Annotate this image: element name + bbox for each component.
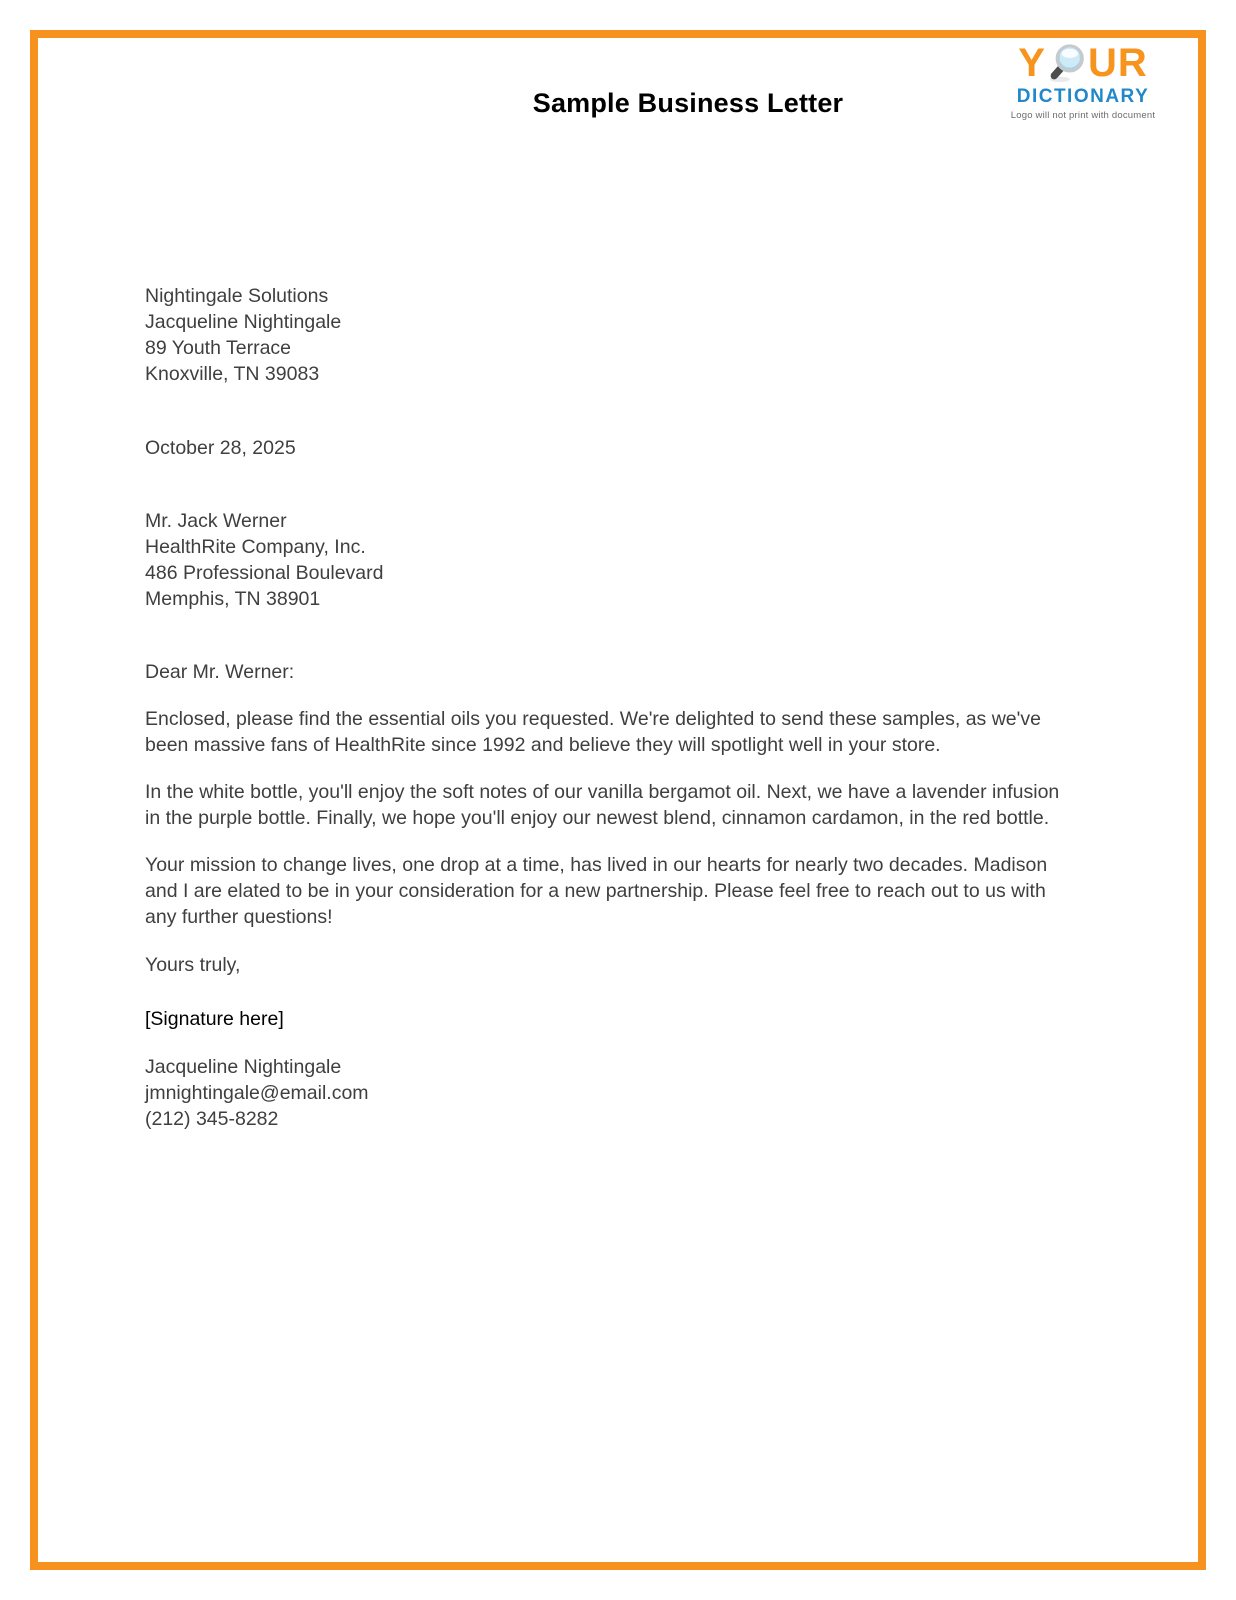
body-paragraph-2: In the white bottle, you'll enjoy the soft notes of our vanilla bergamot oil. Next, we have a lavender infusion in the purple bottle. Finally, we hope you'll enjoy our newest blend, cinnamon cardamon, in the red bottle. [145,781,1060,829]
sender-company: Nightingale Solutions [145,285,329,307]
body-paragraph-3: Your mission to change lives, one drop at a time, has lived in our hearts for nearly two decades. Madison and I are elated to be in your consideration for a new partnership. Please feel free to reach out to us with any further questions! [145,854,1048,928]
logo-wordmark-bottom: DICTIONARY [1016,86,1150,107]
body-paragraph-1: Enclosed, please find the essential oils you requested. We're delighted to send these samples, as we've been massive fans of HealthRite since 1992 and believe they will spotlight well in your store. [145,708,1041,756]
sender-city-state: Knoxville, TN 39083 [145,363,320,385]
recipient-street: 486 Professional Boulevard [145,562,384,584]
recipient-address-block [145,508,1075,612]
signature-email: jmnightingale@email.com [145,1082,369,1104]
page-title: Sample Business Letter [532,88,844,118]
document-header [145,38,1166,188]
recipient-company: HealthRite Company, Inc. [145,536,366,558]
logo-letter-y: Y [1018,41,1046,85]
sender-name: Jacqueline Nightingale [145,311,342,333]
signature-placeholder: [Signature here] [145,1008,284,1030]
sender-address-block [145,283,1075,387]
letter-date: October 28, 2025 [145,437,296,459]
magnifier-icon [1047,42,1087,84]
logo-letters-ur: UR [1087,41,1148,85]
logo-disclaimer-text: Logo will not print with document [1010,110,1156,121]
yourdictionary-logo [1003,42,1163,121]
logo-wordmark-top [1003,42,1163,84]
signature-block [145,1054,1075,1132]
signature-name: Jacqueline Nightingale [145,1056,342,1078]
salutation: Dear Mr. Werner: [145,661,295,683]
signature-phone: (212) 345-8282 [145,1108,279,1130]
letter-body [145,283,1075,1132]
recipient-city-state: Memphis, TN 38901 [145,588,321,610]
closing-line: Yours truly, [145,954,241,976]
recipient-name: Mr. Jack Werner [145,510,287,532]
sender-street: 89 Youth Terrace [145,337,292,359]
